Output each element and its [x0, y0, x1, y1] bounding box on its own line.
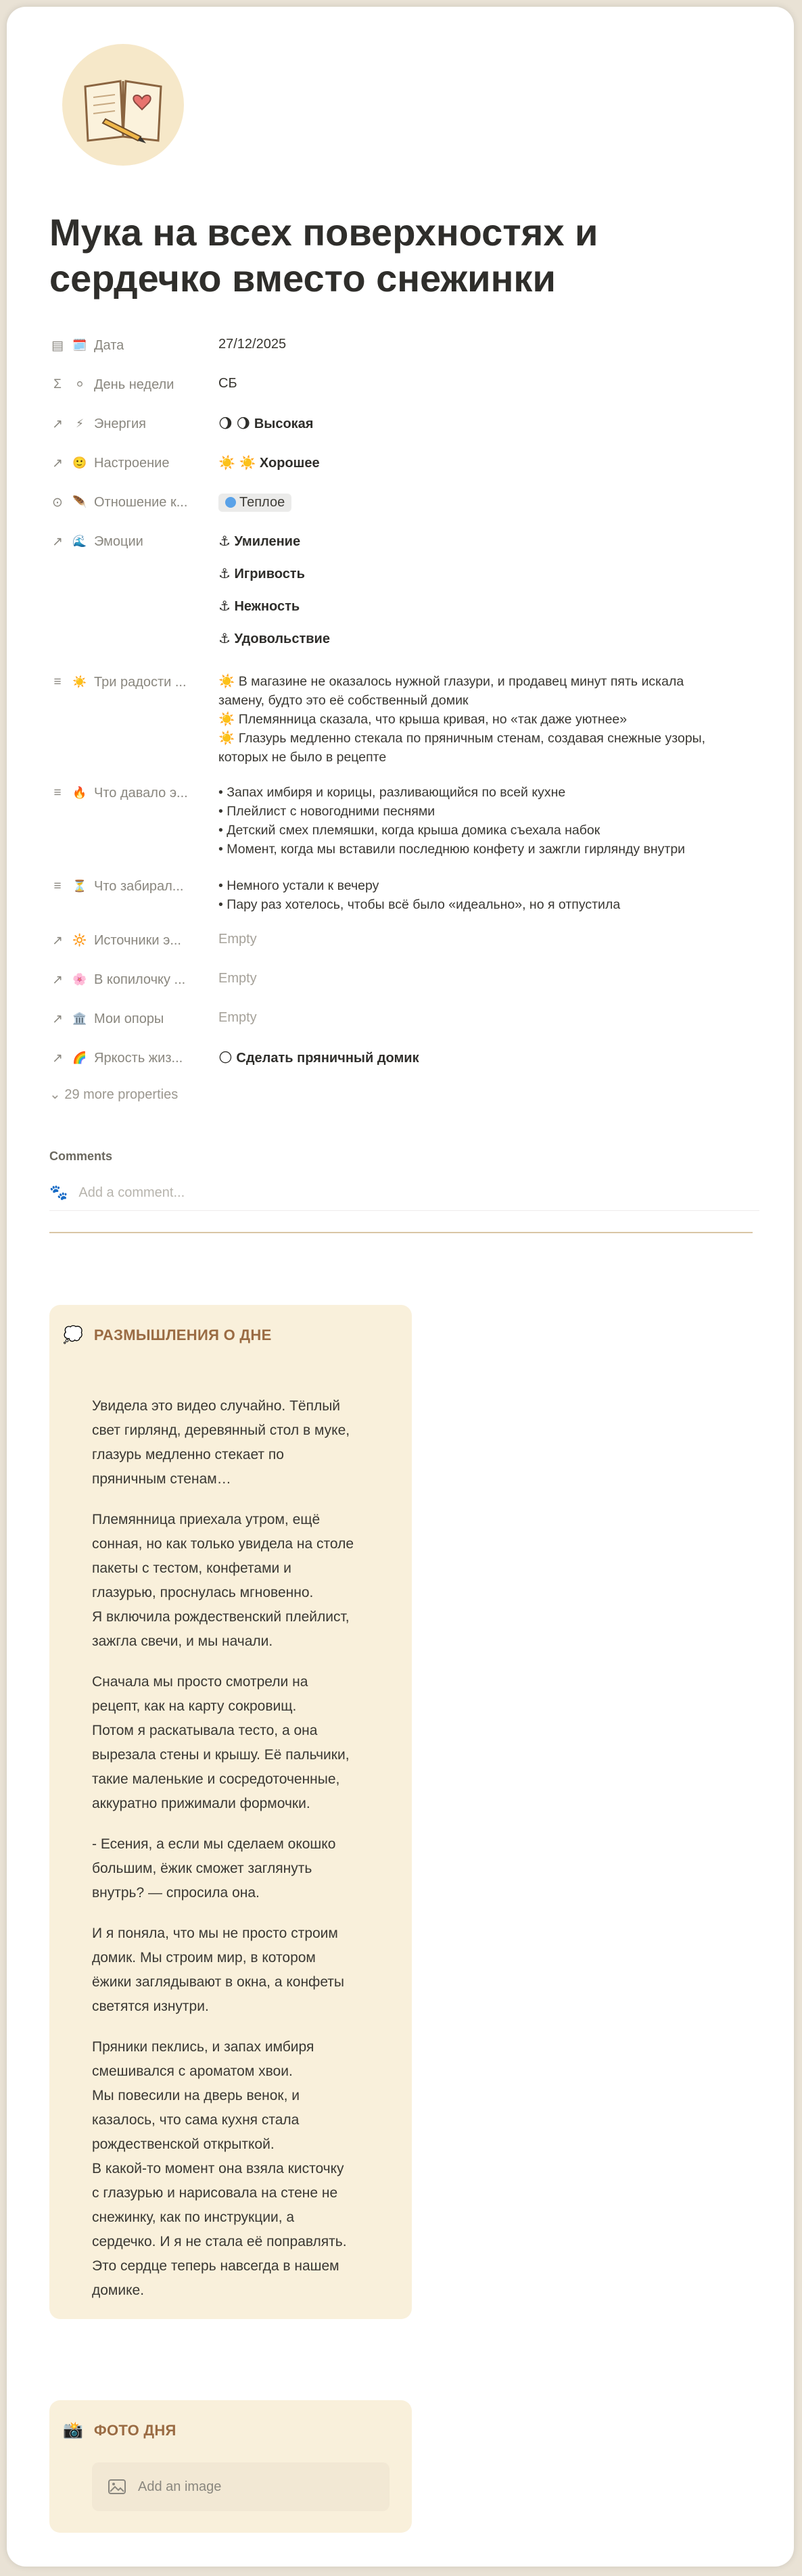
reflection-line: глазурью, проснулась мгновенно.: [92, 1585, 314, 1600]
property-value[interactable]: Empty: [218, 932, 257, 947]
reflection-line: рождественской открыткой.: [92, 2137, 275, 2152]
property-name: [49, 483, 218, 522]
property-name: [49, 444, 218, 483]
reflection-callout[interactable]: [49, 1305, 412, 2319]
property-name: [49, 867, 218, 906]
reflection-line: Потом я раскатывала тесто, а она: [92, 1723, 318, 1738]
property-label: В копилочку ...: [94, 972, 186, 987]
relation-item[interactable]: ⚓ Игривость: [218, 567, 305, 581]
reflection-paragraph: [92, 1832, 390, 1905]
page-title-line2: сердечко вместо снежинки: [49, 257, 556, 300]
text-line: ☀️ Глазурь медленно стекала по пряничным стенам, создавая снежные узоры,: [218, 731, 706, 746]
tag-label: Теплое: [239, 495, 285, 510]
property-energy[interactable]: [49, 404, 759, 444]
more-properties-label: 29 more properties: [64, 1087, 179, 1102]
reflection-line: такие маленькие и сосредоточенные,: [92, 1771, 340, 1787]
circle-icon: ⚪: [74, 378, 85, 391]
reflection-paragraph: [92, 1508, 390, 1654]
hourglass-icon: ⏳: [72, 880, 87, 892]
property-name: [49, 773, 218, 813]
select-icon: ⊙: [52, 495, 63, 510]
property-label: День недели: [94, 377, 174, 392]
property-value[interactable]: Empty: [218, 971, 257, 986]
property-date[interactable]: [49, 326, 759, 365]
property-name: [49, 326, 218, 365]
property-name: [49, 921, 218, 960]
property-supports[interactable]: [49, 999, 759, 1039]
feather-icon: 🪶: [72, 496, 87, 508]
text-line: • Запах имбиря и корицы, разливающийся по всей кухне: [218, 785, 566, 800]
lightning-icon: ⚡: [76, 417, 84, 430]
property-value[interactable]: Empty: [218, 1010, 257, 1025]
comment-input[interactable]: Add a comment...: [78, 1185, 185, 1200]
property-value[interactable]: 🌕 Сделать пряничный домик: [218, 1051, 419, 1066]
property-name: [49, 522, 218, 561]
page-icon-notebook[interactable]: [62, 44, 184, 166]
property-what-took[interactable]: [49, 867, 759, 921]
text-lines-icon: ≡: [53, 786, 62, 800]
property-label: Яркость жиз...: [94, 1050, 183, 1066]
reflection-body[interactable]: [92, 1394, 390, 2319]
relation-arrow-icon: ↗: [52, 933, 63, 948]
reflection-line: сонная, но как только увидела на столе: [92, 1536, 354, 1552]
property-value[interactable]: 27/12/2025: [218, 337, 287, 352]
reflection-paragraph: [92, 1670, 390, 1816]
reflection-paragraph: [92, 2035, 390, 2303]
relation-arrow-icon: ↗: [52, 456, 63, 471]
reflection-line: - Есения, а если мы сделаем окошко: [92, 1836, 336, 1852]
reflection-line: Сначала мы просто смотрели на: [92, 1674, 308, 1690]
property-attitude[interactable]: [49, 483, 759, 522]
reflection-line: Я включила рождественский плейлист,: [92, 1609, 350, 1625]
reflection-line: свет гирлянд, деревянный стол в муке,: [92, 1423, 350, 1438]
fire-icon: 🔥: [72, 786, 87, 799]
reflection-line: И я поняла, что мы не просто строим: [92, 1926, 338, 1941]
reflection-line: казалось, что сама кухня стала: [92, 2112, 300, 2128]
property-name: [49, 404, 218, 444]
property-name: [49, 365, 218, 404]
sun-icon: ☀️: [72, 675, 87, 688]
property-value: СБ: [218, 376, 237, 391]
user-avatar-icon: 🐾: [49, 1184, 68, 1201]
property-value[interactable]: [218, 483, 759, 512]
reflection-line: пакеты с тестом, конфетами и: [92, 1560, 291, 1576]
property-name: [49, 960, 218, 999]
property-label: Мои опоры: [94, 1011, 164, 1026]
reflection-line: рецепт, как на карту сокровищ.: [92, 1698, 297, 1714]
property-value[interactable]: [218, 773, 759, 867]
reflection-header: [63, 1325, 272, 1345]
reflection-line: зажгла свечи, и мы начали.: [92, 1633, 273, 1649]
text-line: замену, будто это её собственный домик: [218, 693, 469, 708]
text-line: ☀️ Племянница сказала, что крыша кривая, но «так даже уютнее»: [218, 712, 628, 727]
thought-bubble-icon: 💭: [63, 1326, 83, 1344]
property-label: Эмоции: [94, 533, 143, 549]
property-name: [49, 663, 218, 702]
property-label: Что давало э...: [94, 785, 188, 801]
flower-icon: 🌸: [72, 973, 87, 986]
text-line: • Момент, когда мы вставили последнюю конфету и зажгли гирлянду внутри: [218, 842, 686, 857]
reflection-line: Пряники пеклись, и запах имбиря: [92, 2039, 314, 2055]
property-value[interactable]: ☀️ ☀️ Хорошее: [218, 456, 320, 471]
reflection-line: внутрь? — спросила она.: [92, 1885, 260, 1901]
reflection-line: вырезала стены и крышу. Её пальчики,: [92, 1747, 350, 1763]
reflection-line: аккуратно прижимали формочки.: [92, 1796, 310, 1811]
reflection-paragraph: [92, 1922, 390, 2019]
property-brightness[interactable]: [49, 1039, 759, 1078]
property-value[interactable]: [218, 522, 759, 663]
page-title-line1: Мука на всех поверхностях и: [49, 211, 598, 254]
property-label: Что забирал...: [94, 878, 184, 894]
property-three-joys[interactable]: [49, 663, 759, 773]
property-value[interactable]: 🌖 🌖 Высокая: [218, 416, 314, 431]
reflection-line: Мы повесили на дверь венок, и: [92, 2088, 300, 2103]
relation-item[interactable]: ⚓ Умиление: [218, 534, 301, 549]
properties-list: [49, 326, 759, 1103]
property-what-gave[interactable]: [49, 773, 759, 867]
sun-icon: 🔆: [72, 934, 87, 947]
pillar-icon: 🏛️: [72, 1012, 87, 1025]
photo-header: [63, 2420, 176, 2440]
comments-heading: Comments: [49, 1149, 113, 1163]
reflection-line: с глазурью и нарисовала на стене не: [92, 2185, 338, 2201]
reflection-line: глазурь медленно стекает по: [92, 1447, 284, 1462]
text-line: • Детский смех племяшки, когда крыша домика съехала набок: [218, 823, 600, 838]
relation-arrow-icon: ↗: [52, 1051, 63, 1066]
property-value[interactable]: [218, 867, 759, 921]
reflection-title: РАЗМЫШЛЕНИЯ О ДНЕ: [93, 1326, 272, 1343]
camera-icon: 📸: [63, 2421, 83, 2439]
relation-arrow-icon: ↗: [52, 416, 63, 431]
property-label: Источники э...: [94, 932, 181, 948]
property-label: Дата: [94, 337, 124, 353]
section-divider: [49, 1232, 753, 1233]
reflection-line: смешивался с ароматом хвои.: [92, 2064, 293, 2079]
text-line: • Пару раз хотелось, чтобы всё было «идеально», но я отпустила: [218, 897, 621, 912]
property-piggy-bank[interactable]: [49, 960, 759, 999]
reflection-line: ёжики заглядывают в окна, а конфеты: [92, 1974, 345, 1990]
reflection-paragraph: [92, 1394, 390, 1492]
photo-title: ФОТО ДНЯ: [93, 2421, 176, 2439]
face-icon: 🙂: [72, 456, 87, 469]
reflection-line: пряничным стенам…: [92, 1471, 231, 1487]
comment-row[interactable]: [49, 1175, 759, 1211]
property-value[interactable]: [218, 663, 759, 773]
property-name: [49, 999, 218, 1039]
reflection-line: Увидела это видео случайно. Тёплый: [92, 1398, 341, 1414]
chevron-down-icon: ⌄: [49, 1087, 61, 1102]
relation-arrow-icon: ↗: [52, 972, 63, 987]
property-label: Отношение к...: [94, 494, 188, 510]
select-tag[interactable]: [218, 494, 291, 512]
wave-icon: 🌊: [72, 535, 87, 548]
text-line: которых не было в рецепте: [218, 750, 387, 765]
property-name: [49, 1039, 218, 1078]
property-label: Три радости ...: [94, 674, 187, 690]
property-sources[interactable]: [49, 921, 759, 960]
text-lines-icon: ≡: [53, 879, 62, 893]
formula-icon: Σ: [53, 377, 62, 391]
reflection-line: домик. Мы строим мир, в котором: [92, 1950, 316, 1965]
relation-item[interactable]: ⚓ Удовольствие: [218, 631, 330, 646]
reflection-line: Это сердце теперь навсегда в нашем: [92, 2258, 339, 2274]
text-line: ☀️ В магазине не оказалось нужной глазури, и продавец минут пять искала: [218, 674, 684, 689]
property-mood[interactable]: [49, 444, 759, 483]
relation-item[interactable]: ⚓ Нежность: [218, 599, 300, 614]
reflection-line: большим, ёжик сможет заглянуть: [92, 1861, 312, 1876]
calendar-emoji-icon: 🗓️: [72, 339, 87, 352]
rainbow-icon: 🌈: [72, 1051, 87, 1064]
property-label: Настроение: [94, 455, 170, 471]
add-image-label: Add an image: [138, 2479, 222, 2494]
relation-arrow-icon: ↗: [52, 1011, 63, 1026]
property-label: Энергия: [94, 416, 146, 431]
image-icon: [108, 2479, 126, 2494]
property-emotions[interactable]: [49, 522, 759, 663]
blue-dot-icon: [225, 497, 236, 508]
property-weekday[interactable]: [49, 365, 759, 404]
calendar-icon: ▤: [51, 338, 64, 353]
relation-arrow-icon: ↗: [52, 534, 63, 549]
text-lines-icon: ≡: [53, 675, 62, 689]
reflection-line: домике.: [92, 2283, 145, 2298]
reflection-line: светятся изнутри.: [92, 1999, 209, 2014]
reflection-line: Племянница приехала утром, ещё: [92, 1512, 321, 1527]
photo-callout[interactable]: [49, 2400, 412, 2533]
text-line: • Плейлист с новогодними песнями: [218, 804, 435, 819]
more-properties-toggle[interactable]: [49, 1086, 759, 1103]
reflection-line: сердечко. И я не стала её поправлять.: [92, 2234, 347, 2249]
reflection-line: В какой-то момент она взяла кисточку: [92, 2161, 344, 2176]
page-title[interactable]: [49, 210, 658, 302]
page-window: [7, 7, 794, 2567]
reflection-line: снежинку, как по инструкции, а: [92, 2210, 295, 2225]
text-line: • Немного устали к вечеру: [218, 878, 379, 893]
add-image-button[interactable]: [92, 2462, 390, 2511]
